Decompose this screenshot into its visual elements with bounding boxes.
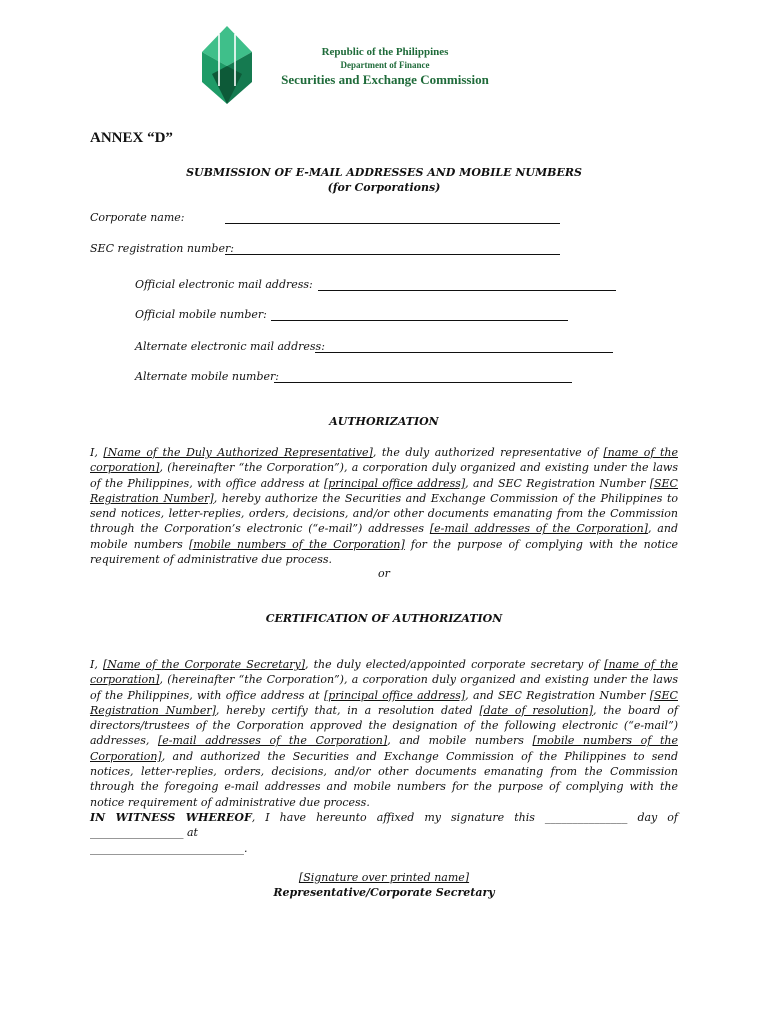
signature-line: [Signature over printed name] (298, 871, 470, 884)
header-department: Department of Finance (340, 60, 430, 70)
authorization-paragraph: I, [Name of the Duly Authorized Representative], the duly authorized representative of [name of the corporation], (hereinafter “the Corporation”), a corporation duly organized and existing under the laws of the Philippines, with office address at [principal office address], and SEC Registration Number [SEC Registration Number], hereby authorize the Securities and Exchange Commission of the Philippines to send notices, letter-replies, orders, decisions, and/or other documents emanating from the Commission through the Corporation’s electronic (“e-mail”) addresses [e-mail addresses of the Corporation], and mobile numbers [mobile numbers of the Corporation] for the purpose of complying with the notice requirement of administrative due process. (90, 446, 679, 567)
official-mobile-label: Official mobile number: (135, 308, 267, 321)
official-email-field[interactable] (318, 290, 616, 291)
signature-place-blank[interactable]: ____________________________ (90, 841, 244, 855)
header-commission: Securities and Exchange Commission (281, 72, 489, 87)
alternate-mobile-label: Alternate mobile number: (135, 370, 279, 383)
sec-registration-field[interactable] (225, 254, 560, 255)
alternate-mobile-field[interactable] (274, 382, 572, 383)
signature-role: Representative/Corporate Secretary (273, 886, 495, 899)
corporate-name-label: Corporate name: (90, 211, 185, 224)
alternate-email-field[interactable] (315, 352, 613, 353)
form-subtitle: (for Corporations) (327, 181, 441, 194)
authorization-heading: AUTHORIZATION (329, 415, 439, 428)
certification-paragraph: I, [Name of the Corporate Secretary], the duly elected/appointed corporate secretary of [name of the corporation], (hereinafter “the Corporation”), a corporation duly organized and existing under the laws of the Philippines, with office address at [principal office address], and SEC Registration Number [SEC Registration Number], hereby certify that, in a resolution dated [date of resolution], the board of directors/trustees of the Corporation approved the designation of the following electronic (“e-mail”) addresses, [e-mail addresses of the Corporation], and mobile numbers [mobile numbers of the Corporation], and authorized the Securities and Exchange Commission of the Philippines to send notices, letter-replies, orders, decisions, and/or other documents emanating from the Commission through the foregoing e-mail addresses and mobile numbers for the purpose of complying with the notice requirement of administrative due process. (90, 658, 678, 809)
header-republic: Republic of the Philippines (321, 46, 449, 58)
signature-day-blank[interactable]: _______________ (544, 811, 628, 824)
form-title: SUBMISSION OF E-MAIL ADDRESSES AND MOBILE NUMBERS (186, 166, 582, 179)
corporate-name-field[interactable] (225, 223, 560, 224)
annex-label: ANNEX “D” (90, 130, 173, 146)
official-mobile-field[interactable] (271, 320, 568, 321)
official-email-label: Official electronic mail address: (135, 278, 313, 291)
sec-registration-label: SEC registration number: (90, 242, 234, 255)
alternate-email-label: Alternate electronic mail address: (135, 340, 325, 353)
certification-heading: CERTIFICATION OF AUTHORIZATION (265, 612, 503, 625)
signature-month-blank[interactable]: _________________ (90, 826, 184, 840)
witness-paragraph: IN WITNESS WHEREOF, I have hereunto affixed my signature this _______________ day of _________________ at ____________________________. (90, 811, 678, 855)
or-separator: or (378, 567, 390, 580)
